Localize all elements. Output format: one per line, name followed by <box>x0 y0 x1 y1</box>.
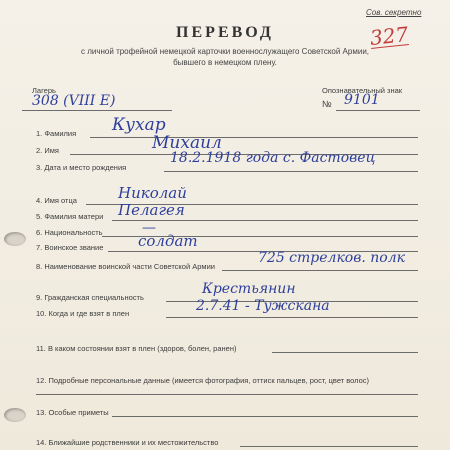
field-unit-value: 725 стрелков. полк <box>258 250 406 266</box>
id-mark-label: Опознавательный знак <box>322 86 403 95</box>
field-personal-data-line <box>36 394 418 395</box>
field-mother-line <box>112 220 418 221</box>
camp-value: 308 (VIII E) <box>32 93 116 109</box>
binder-hole-top <box>4 232 26 246</box>
field-surname-label: 1. Фамилия <box>36 129 77 138</box>
field-birth-value: 18.2.1918 года с. Фастовец <box>170 150 376 166</box>
field-nationality-label: 6. Национальность <box>36 228 103 237</box>
document-title: ПЕРЕВОД <box>176 24 274 41</box>
field-rank-label: 7. Воинское звание <box>36 243 104 252</box>
field-occupation-value: Крестьянин <box>202 281 296 297</box>
id-mark-prefix: № <box>322 99 332 109</box>
field-marks-label: 13. Особые приметы <box>36 408 109 417</box>
field-rank-value: солдат <box>138 232 198 250</box>
field-surname-line <box>90 137 418 138</box>
field-capture-line <box>166 317 418 318</box>
field-father-label: 4. Имя отца <box>36 196 77 205</box>
field-unit-label: 8. Наименование воинской части Советской Армии <box>36 262 215 271</box>
field-relatives-line <box>240 446 418 447</box>
subtitle-line-1: с личной трофейной немецкой карточки военнослужащего Советской Армии, <box>80 47 370 56</box>
field-mother-value: Пелагея <box>118 201 185 219</box>
field-marks-line <box>112 416 418 417</box>
field-unit-line <box>222 270 418 271</box>
field-relatives-label: 14. Ближайшие родственники и их местожительство <box>36 438 219 447</box>
archive-stamp-number: 327 <box>368 22 410 50</box>
field-birth-label: 3. Дата и место рождения <box>36 163 127 172</box>
field-name-value: Михаил <box>152 133 222 153</box>
field-capture-value: 2.7.41 - Тужскана <box>196 298 330 314</box>
subtitle-line-2: бывшего в немецком плену. <box>173 58 277 67</box>
camp-line <box>22 110 172 111</box>
field-condition-label: 11. В каком состоянии взят в плен (здоров, болен, ранен) <box>36 344 237 353</box>
field-condition-line <box>272 352 418 353</box>
field-father-value: Николай <box>118 184 187 202</box>
field-name-label: 2. Имя <box>36 146 59 155</box>
field-capture-label: 10. Когда и где взят в плен <box>36 309 130 318</box>
binder-hole-bottom <box>4 408 26 422</box>
field-occupation-label: 9. Гражданская специальность <box>36 293 144 302</box>
id-mark-line <box>336 110 420 111</box>
field-birth-line <box>164 171 418 172</box>
field-nationality-value: — <box>142 220 156 236</box>
field-personal-data-label: 12. Подробные персональные данные (имеется фотография, оттиск пальцев, рост, цвет волос) <box>36 376 370 385</box>
field-mother-label: 5. Фамилия матери <box>36 212 104 221</box>
document-subtitle <box>40 46 410 68</box>
id-mark-value: 9101 <box>344 92 380 108</box>
camp-label: Лагерь <box>32 86 56 95</box>
field-surname-value: Кухар <box>112 115 166 135</box>
secret-mark: Сов. секретно <box>366 8 422 17</box>
